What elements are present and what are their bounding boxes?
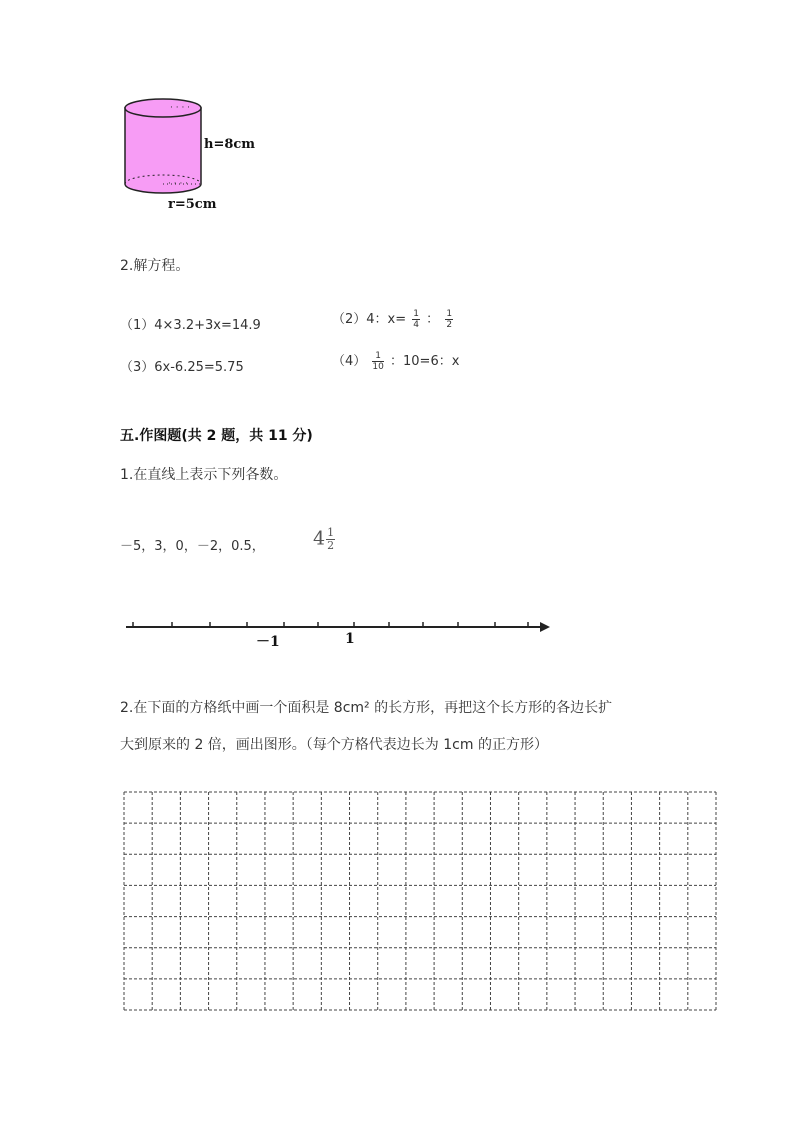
q5-2-line1: 2.在下面的方格纸中画一个面积是 8cm² 的长方形，再把这个长方形的各边长扩 <box>120 700 613 716</box>
q5-2-line2: 大到原来的 2 倍，画出图形。（每个方格代表边长为 1cm 的正方形） <box>120 737 548 753</box>
fraction-numerator: 1 <box>446 309 453 319</box>
equation-3: （3）6x-6.25=5.75 <box>120 360 244 375</box>
fraction-numerator: 1 <box>372 351 383 362</box>
fraction-one-quarter <box>412 309 420 330</box>
fraction-one-tenth <box>372 351 383 372</box>
cylinder-body <box>125 108 201 193</box>
mixed-fraction <box>326 527 335 552</box>
equation-4-suffix: ：10=6：x <box>390 354 460 369</box>
fraction-denominator: 10 <box>372 362 384 372</box>
axis-label-one: 1 <box>345 631 355 647</box>
cylinder-radius-label: r=5cm <box>168 197 217 212</box>
cylinder-dots-top: · · · · <box>170 103 191 113</box>
q2-heading: 2.解方程。 <box>120 258 190 274</box>
equation-4 <box>332 350 459 372</box>
fraction-numerator: 1 <box>327 526 335 539</box>
fraction-denominator: 2 <box>327 539 335 552</box>
equation-1: （1）4×3.2+3x=14.9 <box>120 318 261 333</box>
section-5-title: 五.作图题(共 2 题，共 11 分) <box>120 428 313 444</box>
q5-1-heading: 1.在直线上表示下列各数。 <box>120 467 288 483</box>
mixed-number-four-and-half <box>313 527 337 552</box>
numbers-list: －5，3，0，－2，0.5， <box>120 539 265 554</box>
cylinder-height-label: h=8cm <box>204 137 256 152</box>
equation-2 <box>332 308 455 330</box>
fraction-one-half <box>445 309 453 330</box>
ratio-separator: ： <box>426 312 440 327</box>
number-line-arrow-icon <box>540 622 550 632</box>
grid-paper <box>122 790 718 1012</box>
number-line <box>120 615 560 639</box>
fraction-denominator: 2 <box>446 320 453 330</box>
fraction-denominator: 4 <box>413 320 420 330</box>
equation-2-prefix: （2）4：x= <box>332 312 407 327</box>
fraction-numerator: 1 <box>413 309 420 319</box>
equation-4-prefix: （4） <box>332 354 367 369</box>
axis-label-minus-one: －1 <box>256 634 280 650</box>
mixed-whole: 4 <box>313 527 326 550</box>
cylinder-dots-bottom: · · · · <box>168 179 189 189</box>
